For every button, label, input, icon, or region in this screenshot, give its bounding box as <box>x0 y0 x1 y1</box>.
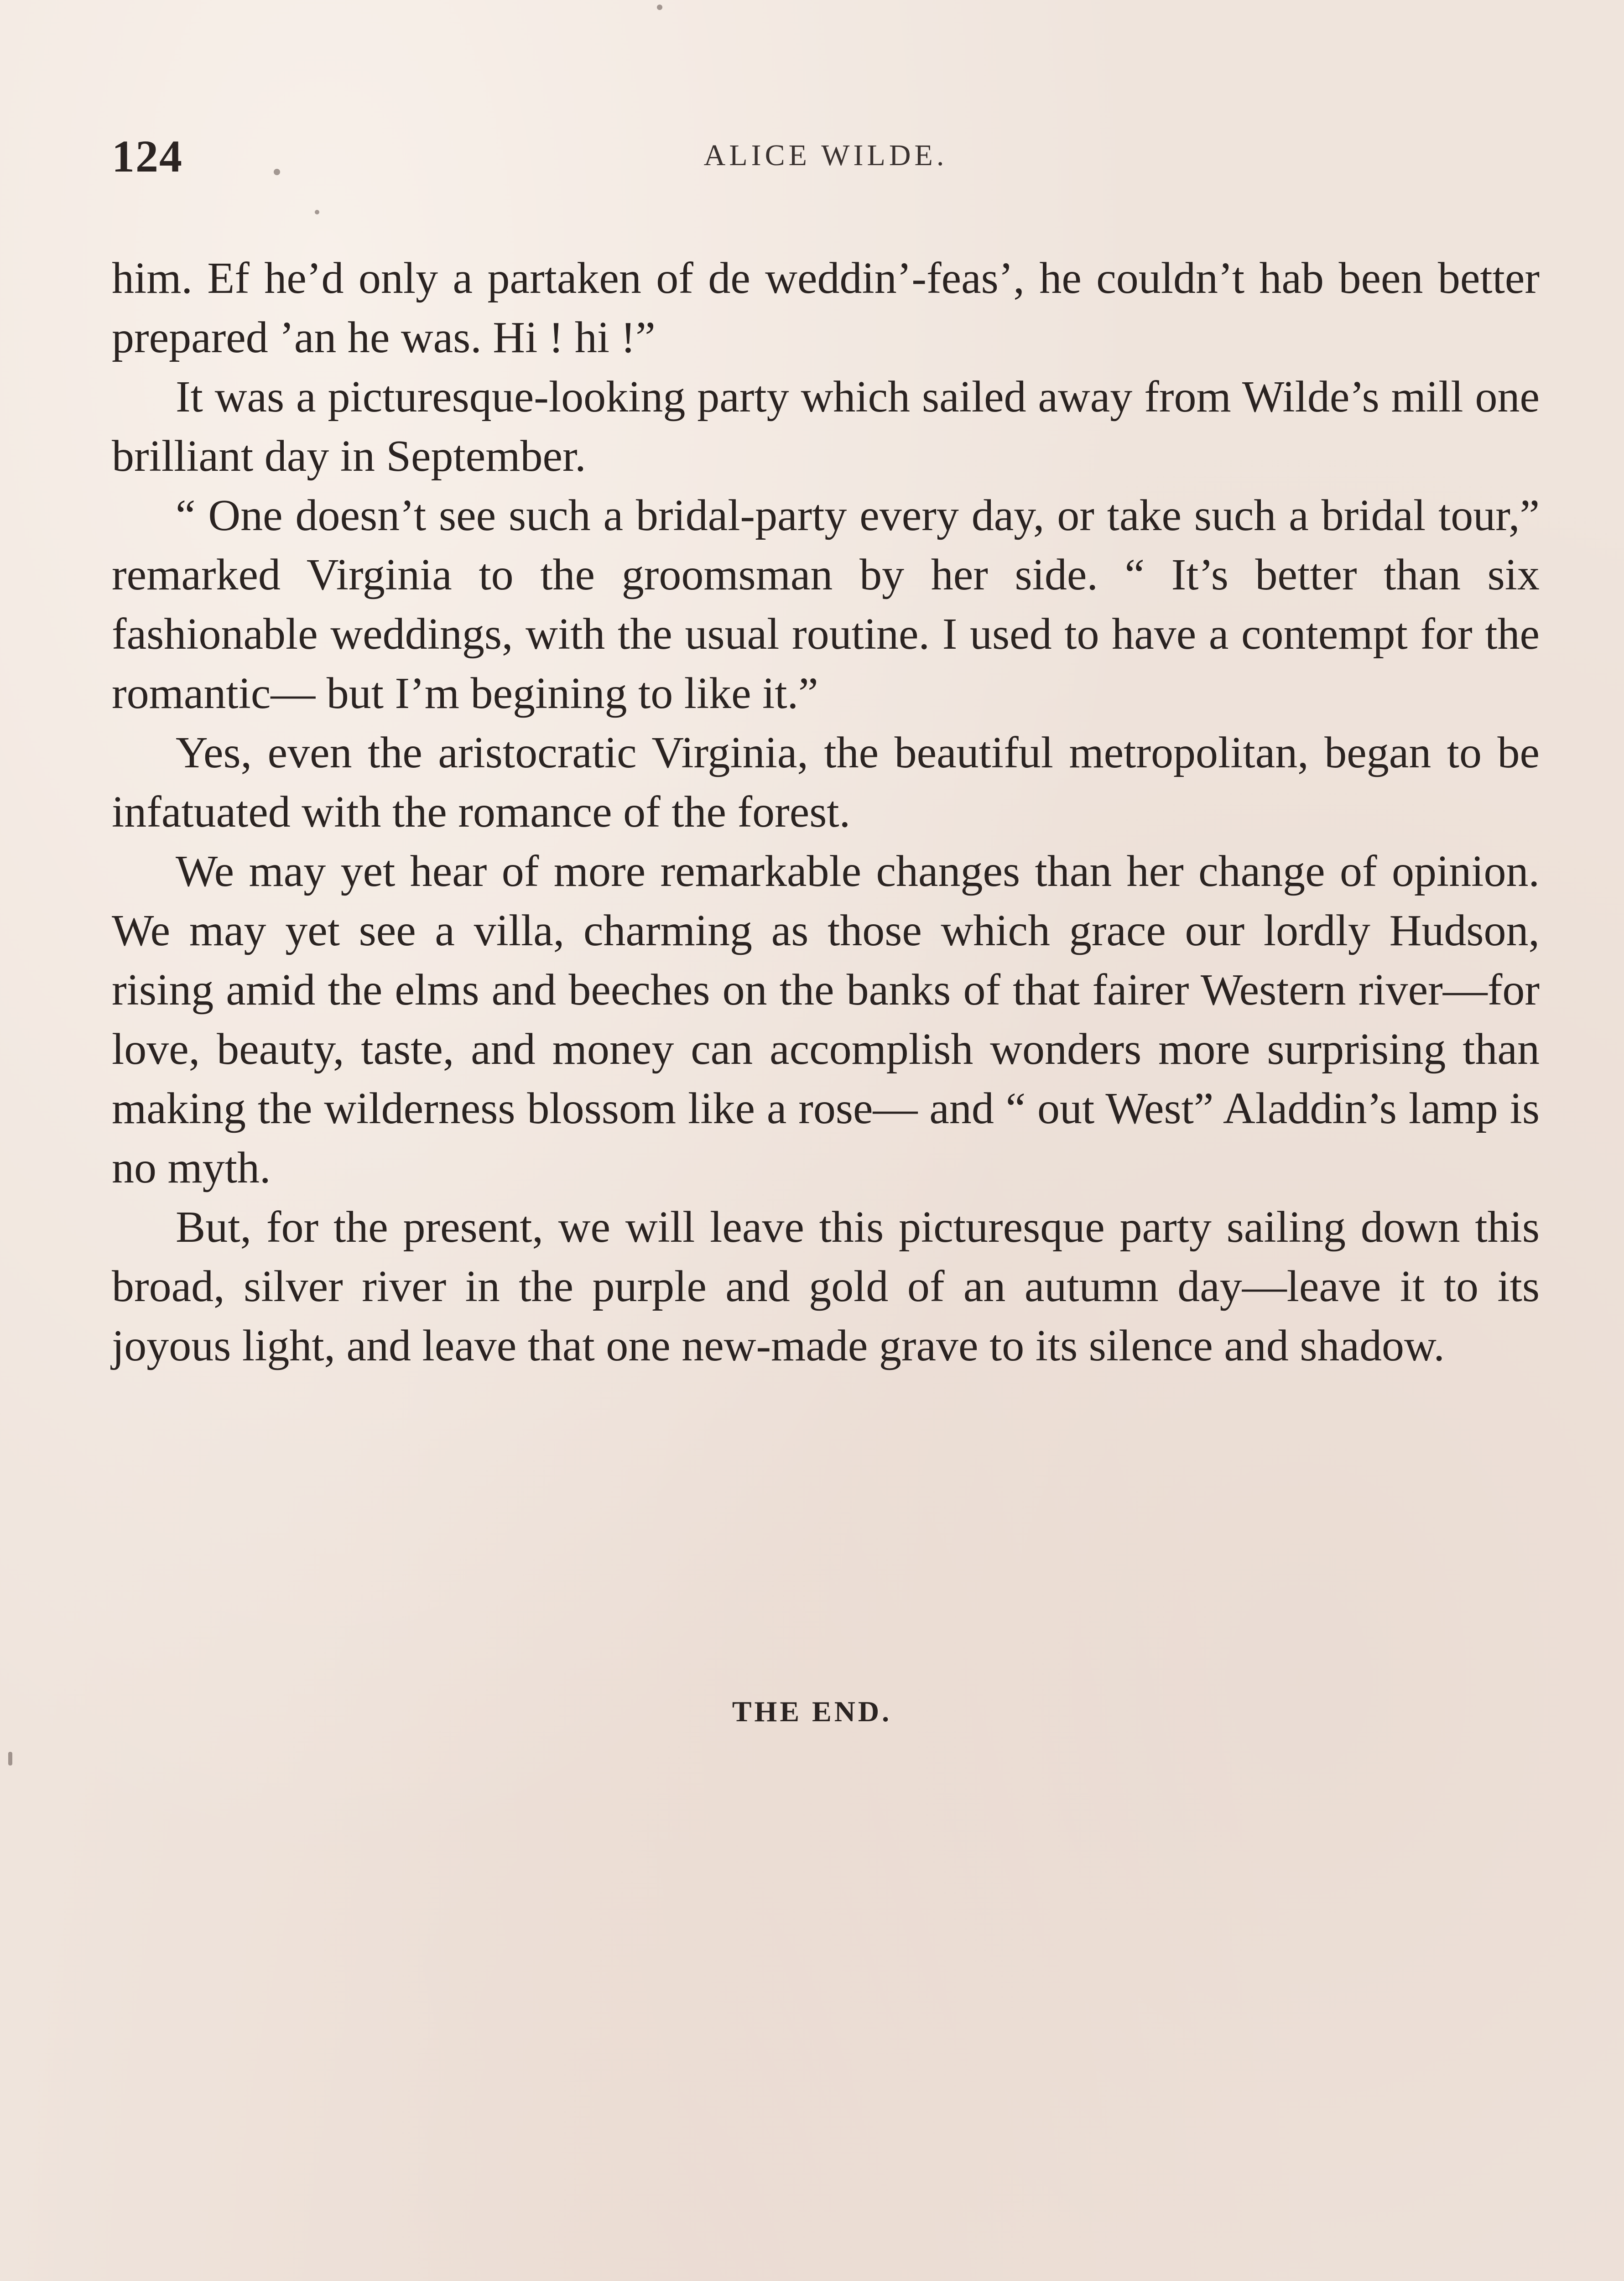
body-text <box>112 249 1540 1375</box>
paragraph: We may yet hear of more remarkable changes than her change of opinion. We may yet see a villa, charming as those which grace our lordly Hudson, rising amid the elms and beeches on the banks of that fairer Western river—for love, beauty, taste, and money can accomplish wonders more surprising than making the wilderness blossom like a rose— and “ out West” Aladdin’s lamp is no myth. <box>112 847 1540 1193</box>
paragraph: It was a picturesque-looking party which sailed away from Wilde’s mill one brilliant day in September. <box>112 372 1540 481</box>
paragraph: But, for the present, we will leave this picturesque party sailing down this broad, silver river in the purple and gold of an autumn day—leave it to its joyous light, and leave that one new-made grave to its silence and shadow. <box>112 1203 1540 1370</box>
the-end-label: THE END. <box>732 1695 892 1728</box>
page-number: 124 <box>112 131 183 182</box>
print-speck <box>274 169 280 175</box>
paragraph: Yes, even the aristocratic Virginia, the beautiful metropolitan, began to be infatuated with the romance of the forest. <box>112 728 1540 837</box>
print-speck <box>657 5 662 10</box>
paragraph-continued: him. Ef he’d only a partaken of de weddin’-feas’, he couldn’t hab been better prepared ’an he was. Hi ! hi !” <box>112 254 1540 362</box>
paragraph: “ One doesn’t see such a bridal-party every day, or take such a bridal tour,” remarked Virginia to the groomsman by her side. “ It’s better than six fashionable weddings, with the usual routine. I used to have a contempt for the romantic— but I’m begining to like it.” <box>112 491 1540 718</box>
running-head <box>112 130 1540 185</box>
print-speck <box>8 1752 12 1765</box>
print-speck <box>315 210 319 214</box>
running-title: ALICE WILDE. <box>703 139 948 172</box>
